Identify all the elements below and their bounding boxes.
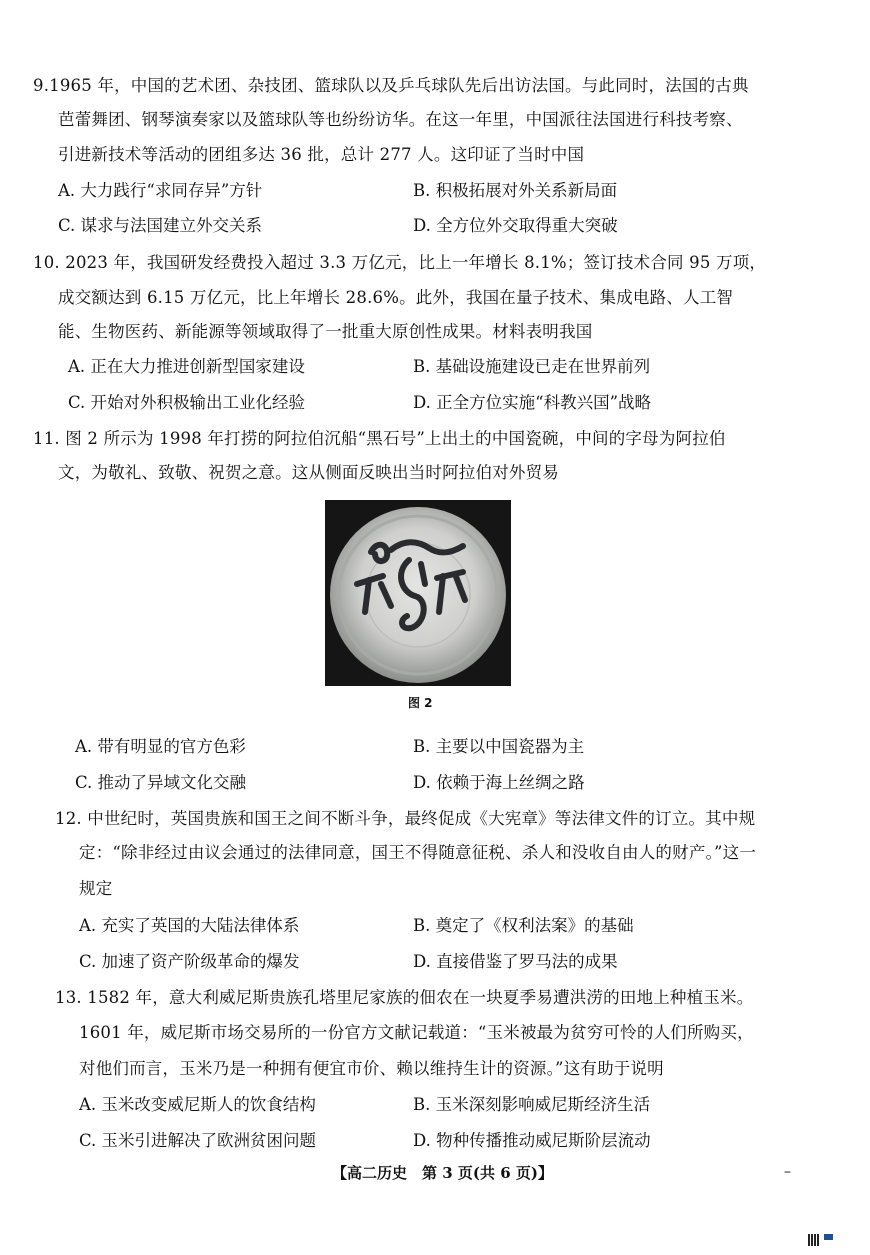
- question-11-line-2: 文，为敬礼、致敬、祝贺之意。这从侧面反映出当时阿拉伯对外贸易: [58, 463, 559, 482]
- question-11-option-a[interactable]: A. 带有明显的官方色彩: [75, 737, 246, 756]
- figure-caption: 图 2: [408, 696, 433, 710]
- question-10-option-b[interactable]: B. 基础设施建设已走在世界前列: [413, 357, 651, 376]
- question-12-option-d[interactable]: D. 直接借鉴了罗马法的成果: [413, 952, 618, 971]
- question-10-line-1: 10. 2023 年，我国研发经费投入超过 3.3 万亿元，比上一年增长 8.1%；签订技术合同 95 万项，: [33, 253, 767, 272]
- question-9-line-3: 引进新技术等活动的团组多达 36 批，总计 277 人。这印证了当时中国: [58, 145, 585, 164]
- question-12-line-3: 规定: [79, 879, 113, 898]
- question-11-option-b[interactable]: B. 主要以中国瓷器为主: [413, 737, 585, 756]
- question-11-option-d[interactable]: D. 依赖于海上丝绸之路: [413, 773, 585, 792]
- question-10-line-3: 能、生物医药、新能源等领域取得了一批重大原创性成果。材料表明我国: [58, 322, 593, 341]
- question-12-line-1: 12. 中世纪时，英国贵族和国王之间不断斗争，最终促成《大宪章》等法律文件的订立。其中规: [55, 809, 756, 828]
- question-12-option-c[interactable]: C. 加速了资产阶级革命的爆发: [79, 952, 300, 971]
- question-12-option-a[interactable]: A. 充实了英国的大陆法律体系: [79, 916, 300, 935]
- question-9-line-1: 9.1965 年，中国的艺术团、杂技团、篮球队以及乒乓球队先后出访法国。与此同时，法国的古典: [33, 76, 749, 95]
- question-13-line-2: 1601 年，威尼斯市场交易所的一份官方文献记载道：“玉米被最为贫穷可怜的人们所购买，: [79, 1023, 754, 1042]
- question-11-option-c[interactable]: C. 推动了异域文化交融: [75, 773, 247, 792]
- question-9-option-a[interactable]: A. 大力践行“求同存异”方针: [58, 181, 263, 200]
- question-9-option-b[interactable]: B. 积极拓展对外关系新局面: [413, 181, 618, 200]
- question-13-option-c[interactable]: C. 玉米引进解决了欧洲贫困问题: [79, 1131, 317, 1150]
- question-12-option-b[interactable]: B. 奠定了《权利法案》的基础: [413, 916, 634, 935]
- qr-code-icon: [808, 1234, 820, 1246]
- porcelain-bowl-image: [325, 500, 511, 686]
- question-13-option-d[interactable]: D. 物种传播推动威尼斯阶层流动: [413, 1131, 651, 1150]
- question-13-line-3: 对他们而言，玉米乃是一种拥有便宜市价、赖以维持生计的资源。”这有助于说明: [79, 1059, 664, 1078]
- app-logo-icon: [824, 1234, 833, 1240]
- question-13-line-1: 13. 1582 年，意大利威尼斯贵族孔塔里尼家族的佃农在一块夏季易遭洪涝的田地上种植玉米。: [55, 988, 754, 1007]
- question-11-line-1: 11. 图 2 所示为 1998 年打捞的阿拉伯沉船“黑石号”上出土的中国瓷碗，中间的字母为阿拉伯: [33, 429, 726, 448]
- question-13-option-b[interactable]: B. 玉米深刻影响威尼斯经济生活: [413, 1095, 651, 1114]
- question-13-option-a[interactable]: A. 玉米改变威尼斯人的饮食结构: [79, 1095, 316, 1114]
- question-9-line-2: 芭蕾舞团、钢琴演奏家以及篮球队等也纷纷访华。在这一年里，中国派往法国进行科技考察、: [58, 110, 743, 129]
- question-9-option-d[interactable]: D. 全方位外交取得重大突破: [413, 216, 618, 235]
- page-footer: 【高二历史 第 3 页(共 6 页)】: [332, 1164, 553, 1182]
- question-10-option-a[interactable]: A. 正在大力推进创新型国家建设: [68, 357, 305, 376]
- question-10-option-d[interactable]: D. 正全方位实施“科教兴国”战略: [413, 393, 652, 412]
- question-10-option-c[interactable]: C. 开始对外积极输出工业化经验: [68, 393, 306, 412]
- question-9-option-c[interactable]: C. 谋求与法国建立外交关系: [58, 216, 263, 235]
- question-12-line-2: 定：“除非经过由议会通过的法律同意，国王不得随意征税、杀人和没收自由人的财产。”这一: [79, 843, 757, 862]
- question-10-line-2: 成交额达到 6.15 万亿元，比上年增长 28.6%。此外，我国在量子技术、集成电路、人工智: [58, 288, 734, 307]
- corner-mark: –: [784, 1164, 791, 1180]
- scanner-watermark-logo: [808, 1233, 866, 1247]
